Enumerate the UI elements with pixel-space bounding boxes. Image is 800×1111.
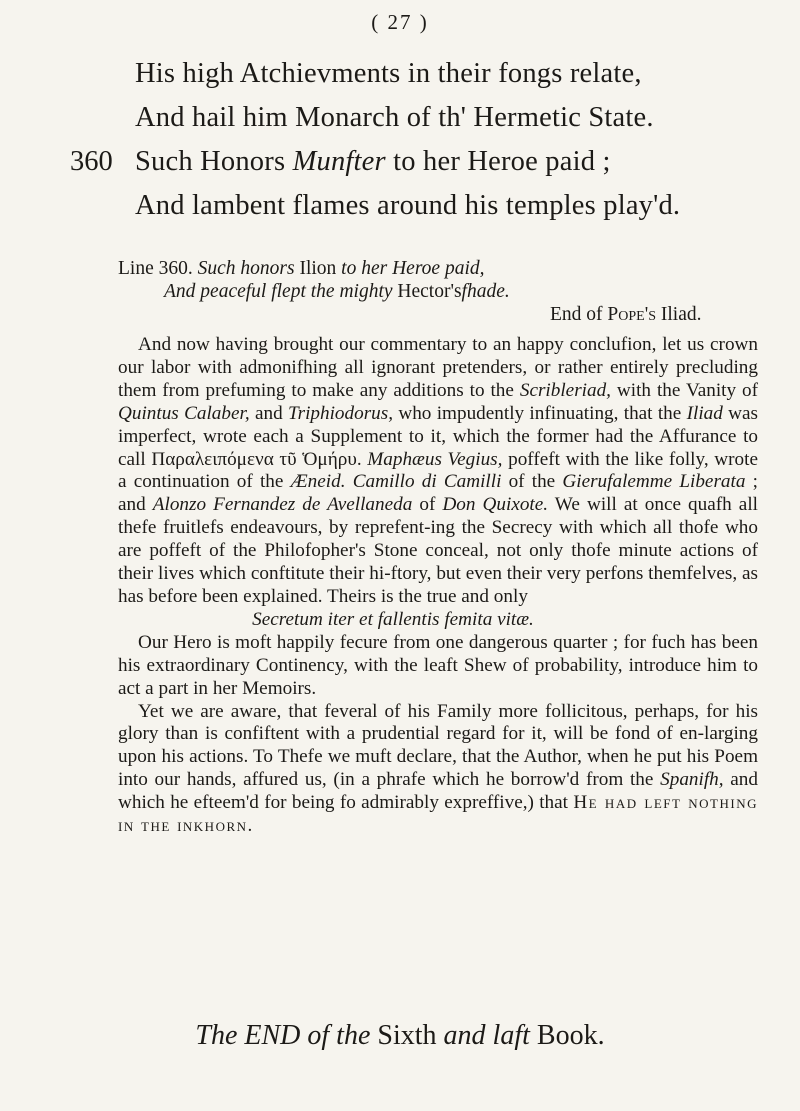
- p1-text: was imperfect, wrote each a Supplement to it, which the former had the Affurance to call Παραλειπόμενα τῦ Ὁμήρυ.: [118, 402, 758, 470]
- p1-text: [346, 471, 353, 492]
- verse-line-3-italic: Munfter: [292, 146, 386, 177]
- p1-text: of the: [501, 471, 563, 493]
- note-source: [550, 304, 701, 326]
- p1-text: poffeft with the like folly, wrote a continuation of the: [118, 448, 758, 493]
- p1-italic: Quintus Calaber,: [118, 402, 250, 424]
- note-quote-ilion: Ilion: [299, 258, 337, 279]
- note-quote-hector: Hector's: [397, 281, 462, 302]
- p1-text: We will at once quafh all thefe fruitlefs endeavours, by reprefent-ing the Secrecy with which all thofe who are poffeft of the Philofopher's Stone conceal, not only thofe minute actions of their lives which conftitute their hi-ftory, but even their very perfons themfelves, as has before been explained. Theirs is the true and only: [118, 494, 758, 607]
- p1-text: with the Vanity of: [610, 379, 758, 401]
- p1-text: and: [249, 402, 288, 424]
- p1-text: who impudently infinuating, that the: [393, 402, 687, 424]
- verse-line-4: And lambent flames around his temples play'd.: [135, 190, 681, 221]
- verse-line-1: His high Atchievments in their fongs relate,: [135, 58, 642, 89]
- p1-italic: Triphiodorus,: [288, 402, 394, 424]
- p1-text: ; and: [118, 471, 758, 516]
- note-line-2: [164, 281, 510, 303]
- finis-book: Book.: [536, 1020, 605, 1051]
- note-source-a: End of: [550, 304, 603, 325]
- verse-line-3-text-b: to her Heroe paid ;: [385, 146, 611, 177]
- finis-a: The END of the: [195, 1020, 371, 1051]
- motto: Secretum iter et fallentis femita vitæ.: [252, 608, 534, 630]
- verse-line-3-text-a: Such Honors: [135, 146, 293, 177]
- note-line-ref: Line 360.: [118, 258, 193, 279]
- p3-italic: Spanifh,: [660, 769, 724, 791]
- paragraph-1: [118, 334, 758, 609]
- note-quote-b: to her Heroe paid,: [341, 258, 485, 279]
- p3-closing-phrase: He had left nothing in the inkhorn.: [118, 792, 758, 837]
- note-source-iliad: Iliad.: [660, 304, 702, 325]
- note-line-1: [118, 258, 485, 280]
- page-number: ( 27 ): [371, 10, 429, 34]
- p3-text: and which he efteem'd for being fo admirably expreffive,) that: [118, 769, 758, 814]
- finis-line: [0, 1020, 800, 1052]
- p1-italic: Camillo di Camilli: [352, 471, 502, 493]
- verse-line-2: And hail him Monarch of th' Hermetic State.: [135, 102, 654, 133]
- p1-italic: Gierufalemme Liberata: [562, 471, 746, 493]
- paragraph-3: [118, 701, 758, 838]
- p1-text: And now having brought our commentary to an happy conclufion, let us crown our labor with admonifhing all ignorant pretenders, or rather entirely precluding them from prefuming to make any additions to the: [118, 334, 758, 401]
- p1-italic: Don Quixote.: [442, 494, 549, 516]
- p1-italic: Æneid.: [290, 471, 346, 493]
- finis-sixth: Sixth: [377, 1020, 437, 1051]
- p1-text: of: [412, 494, 443, 516]
- paragraph-2: Our Hero is moft happily fecure from one dangerous quarter ; for fuch has been his extraordinary Continency, with the leaft Shew of probability, introduce him to act a part in her Memoirs.: [118, 631, 758, 699]
- note-quote-c: And peaceful flept the mighty: [164, 281, 393, 302]
- commentary: [118, 334, 758, 838]
- verse-line-number: 360: [70, 146, 113, 177]
- verse-line-3: [135, 146, 611, 178]
- note-quote-d: fhade.: [461, 281, 510, 302]
- p3-text: Yet we are aware, that feveral of his Family more follicitous, perhaps, for his glory than is confiftent with a prudential regard for it, will be fond of en-larging upon his actions. To Thefe we muft declare, that the Author, when he put his Poem into our hands, affured us, (in a phrafe which he borrow'd from the: [118, 700, 758, 791]
- p1-italic: Maphæus Vegius,: [367, 448, 503, 470]
- finis-c: and laft: [443, 1020, 530, 1051]
- note-source-pope: Pope's: [607, 304, 656, 325]
- p1-italic: Alonzo Fernandez de Avellaneda: [152, 494, 413, 516]
- note-quote-a: Such honors: [197, 258, 295, 279]
- p1-italic: Iliad: [686, 402, 723, 424]
- p1-italic: Scribleriad,: [519, 379, 611, 401]
